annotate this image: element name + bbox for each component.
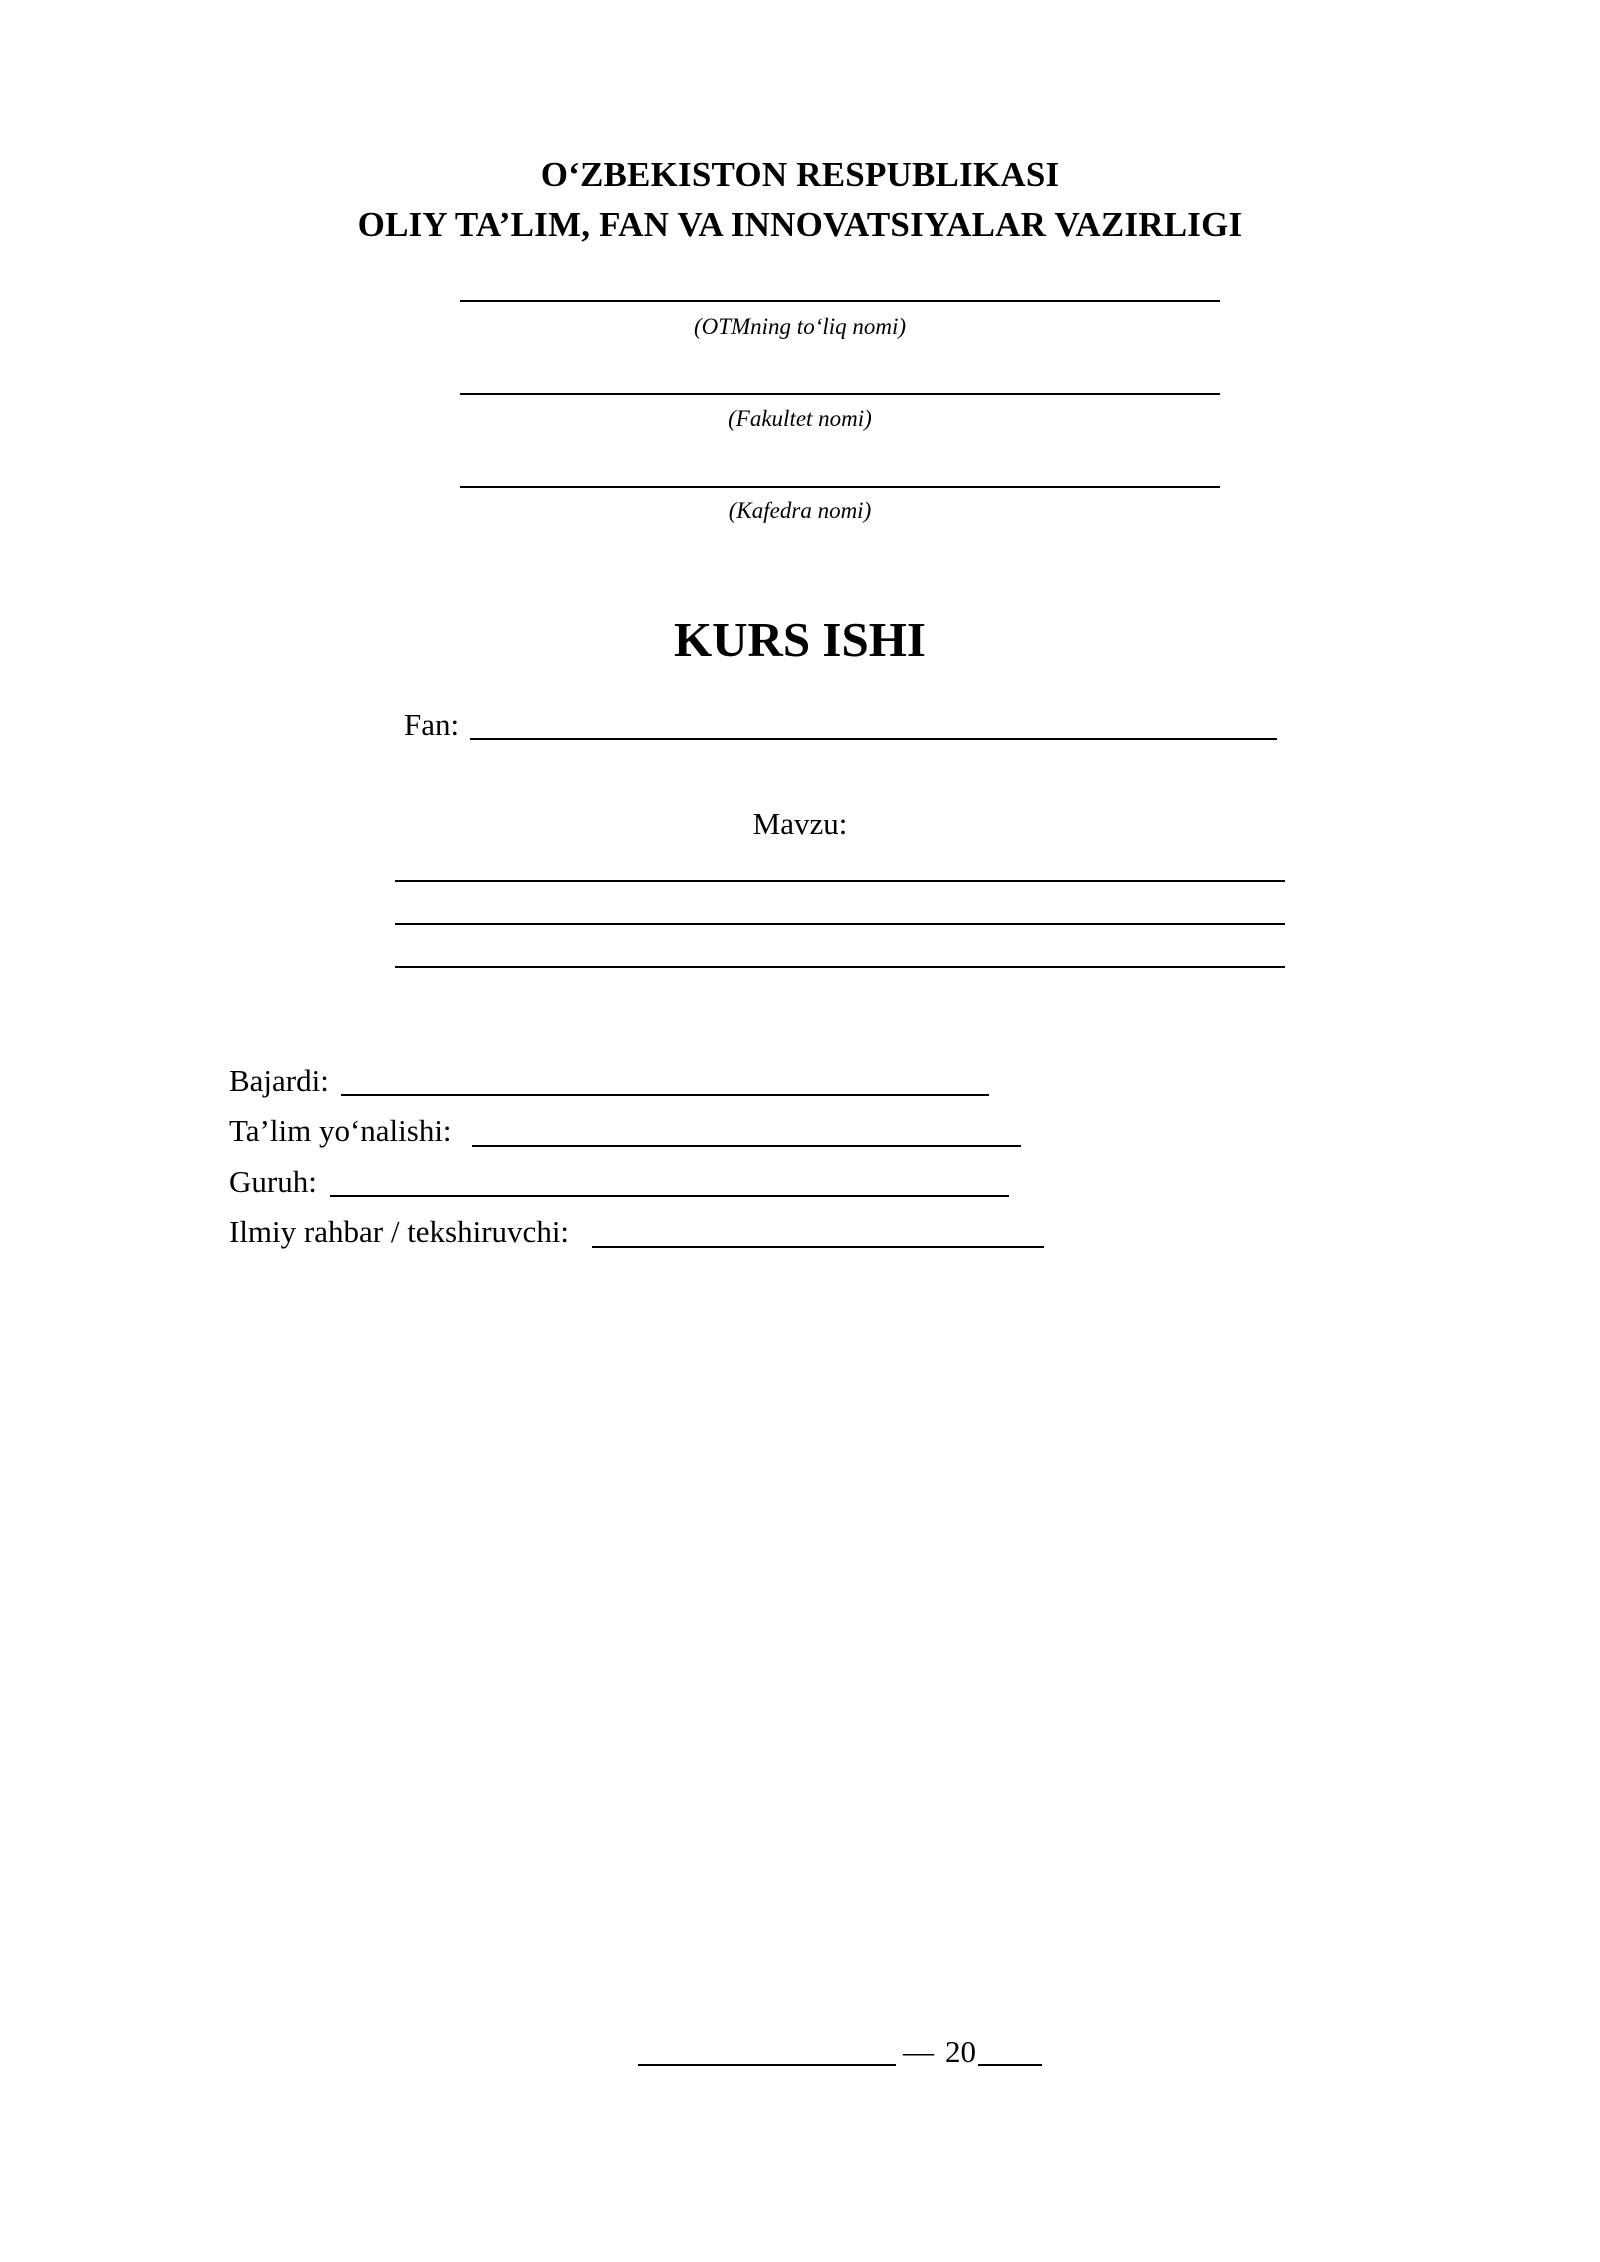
otm-name-line[interactable]	[460, 300, 1220, 302]
rahbar-line[interactable]	[592, 1246, 1044, 1248]
bajardi-line[interactable]	[341, 1094, 989, 1096]
department-caption: (Kafedra nomi)	[728, 498, 872, 523]
city-line[interactable]	[638, 2064, 896, 2066]
mavzu-label: Mavzu:	[752, 806, 848, 841]
document-title: KURS ISHI	[674, 612, 926, 667]
otm-caption: (OTMning to‘liq nomi)	[693, 314, 907, 339]
mavzu-line-2[interactable]	[395, 923, 1285, 925]
fan-label: Fan:	[404, 707, 460, 742]
header-ministry: OLIY TA’LIM, FAN VA INNOVATSIYALAR VAZIRLIGI	[357, 205, 1243, 244]
header-republic: O‘ZBEKISTON RESPUBLIKASI	[540, 155, 1060, 194]
mavzu-line-3[interactable]	[395, 966, 1285, 968]
mavzu-line-1[interactable]	[395, 880, 1285, 882]
bajardi-label: Bajardi:	[229, 1063, 329, 1098]
talim-line[interactable]	[472, 1145, 1021, 1147]
fan-line[interactable]	[470, 738, 1277, 740]
year-line[interactable]	[978, 2064, 1042, 2066]
footer-dash: —	[903, 2034, 934, 2069]
rahbar-label: Ilmiy rahbar / tekshiruvchi:	[229, 1214, 570, 1249]
faculty-name-line[interactable]	[460, 393, 1220, 395]
department-name-line[interactable]	[460, 486, 1220, 488]
faculty-caption: (Fakultet nomi)	[728, 406, 872, 431]
talim-label: Ta’lim yo‘nalishi:	[229, 1113, 452, 1148]
guruh-label: Guruh:	[229, 1164, 317, 1199]
guruh-line[interactable]	[330, 1195, 1009, 1197]
year-prefix: 20	[945, 2034, 976, 2069]
